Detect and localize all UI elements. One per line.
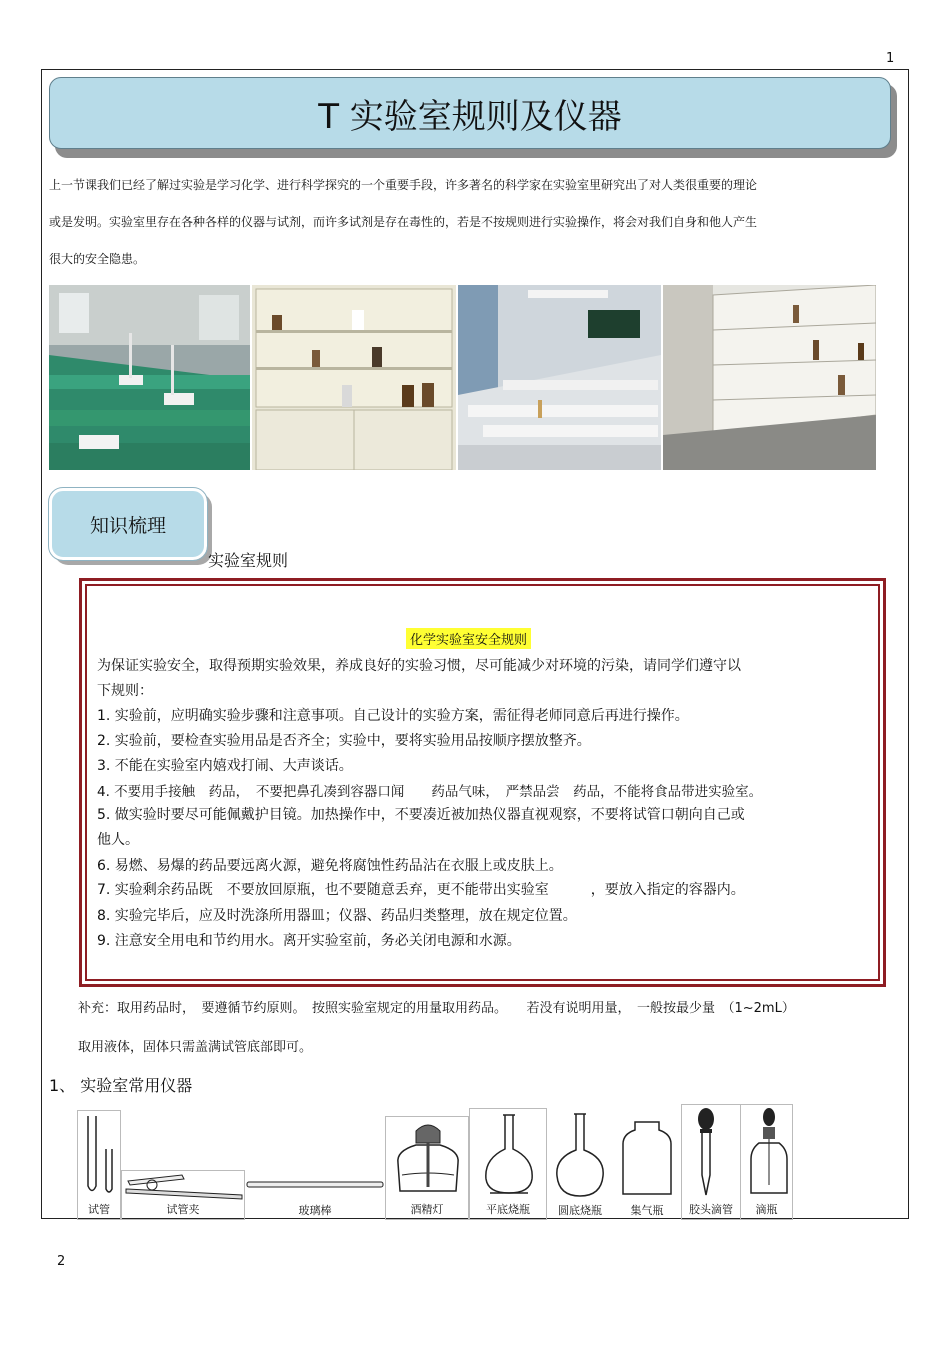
instrument-label: 试管夹 (166, 1203, 200, 1216)
instrument-alcohol-lamp (385, 1116, 469, 1220)
lab-photo-3 (458, 285, 661, 470)
instrument-dropper (681, 1104, 741, 1220)
instrument-round-bottom-flask (547, 1108, 613, 1220)
lab-photo-4 (663, 285, 876, 470)
intro-line-3: 很大的安全隐患。 (49, 252, 146, 266)
instrument-label: 酒精灯 (410, 1203, 444, 1216)
instrument-glass-rod (245, 1170, 385, 1220)
rules-line: 他人。 (97, 832, 139, 848)
instrument-dropping-bottle (741, 1104, 793, 1220)
lab-photo-2 (252, 285, 456, 470)
rules-line: 下规则： (97, 683, 153, 699)
instrument-label: 平底烧瓶 (486, 1203, 530, 1216)
page-title: T 实验室规则及仪器 (49, 77, 891, 149)
rules-title: 化学实验室安全规则 (406, 628, 531, 649)
intro-line-2: 或是发明。实验室里存在各种各样的仪器与试剂，而许多试剂是存在毒性的，若是不按规则进行实验操作，将会对我们自身和他人产生 (49, 215, 758, 229)
knowledge-tag: 知识梳理 (49, 488, 207, 560)
rules-line: 2. 实验前，要检查实验用品是否齐全；实验中，要将实验用品按顺序摆放整齐。 (97, 733, 591, 749)
instrument-gas-jar (613, 1116, 681, 1220)
rules-line: 5. 做实验时要尽可能佩戴护目镜。加热操作中，不要凑近被加热仪器直视观察，不要将试管口朝向自己或 (97, 807, 745, 823)
note-line-2: 取用液体，固体只需盖满试管底部即可。 (78, 1040, 313, 1055)
instrument-label: 集气瓶 (630, 1204, 664, 1217)
instrument-label: 滴瓶 (755, 1203, 778, 1216)
instrument-label: 试管 (88, 1203, 110, 1216)
rules-line: 9. 注意安全用电和节约用水。离开实验室前，务必关闭电源和水源。 (97, 933, 521, 949)
page-number-bottom: 2 (57, 1254, 66, 1269)
rules-line: 3. 不能在实验室内嬉戏打闹、大声谈话。 (97, 758, 353, 774)
instrument-test-tube (77, 1110, 121, 1220)
section-sub-label: 实验室规则 (208, 551, 289, 570)
rules-line: 4. 不要用手接触 药品， 不要把鼻孔凑到容器口闻 药品气味， 严禁品尝 药品，不能将食品带进实验室。 (97, 784, 763, 800)
instruments-heading: 1、 实验室常用仪器 (49, 1076, 193, 1095)
instrument-flat-bottom-flask (469, 1108, 547, 1220)
rules-line: 7. 实验剩余药品既 不要放回原瓶，也不要随意丢弃，更不能带出实验室 ，要放入指定的容器内。 (97, 882, 745, 898)
instrument-label: 玻璃棒 (298, 1204, 332, 1217)
intro-line-1: 上一节课我们已经了解过实验是学习化学、进行科学探究的一个重要手段，许多著名的科学家在实验室里研究出了对人类很重要的理论 (49, 178, 758, 192)
note-line-1: 补充：取用药品时， 要遵循节约原则。 按照实验室规定的用量取用药品。 若没有说明用量， 一般按最少量 （1~2mL） (78, 1001, 795, 1016)
rules-line: 8. 实验完毕后，应及时洗涤所用器皿；仪器、药品归类整理，放在规定位置。 (97, 908, 577, 924)
instrument-label: 胶头滴管 (689, 1203, 733, 1216)
rules-line: 6. 易燃、易爆的药品要远离火源，避免将腐蚀性药品沾在衣服上或皮肤上。 (97, 858, 563, 874)
lab-photo-1 (49, 285, 250, 470)
instrument-test-tube-holder (121, 1170, 245, 1220)
instrument-label: 圆底烧瓶 (558, 1204, 602, 1217)
rules-line: 为保证实验安全，取得预期实验效果，养成良好的实验习惯，尽可能减少对环境的污染，请同学们遵守以 (97, 658, 741, 674)
page-number-top: 1 (886, 51, 895, 66)
rules-line: 1. 实验前，应明确实验步骤和注意事项。自己设计的实验方案，需征得老师同意后再进行操作。 (97, 708, 689, 724)
